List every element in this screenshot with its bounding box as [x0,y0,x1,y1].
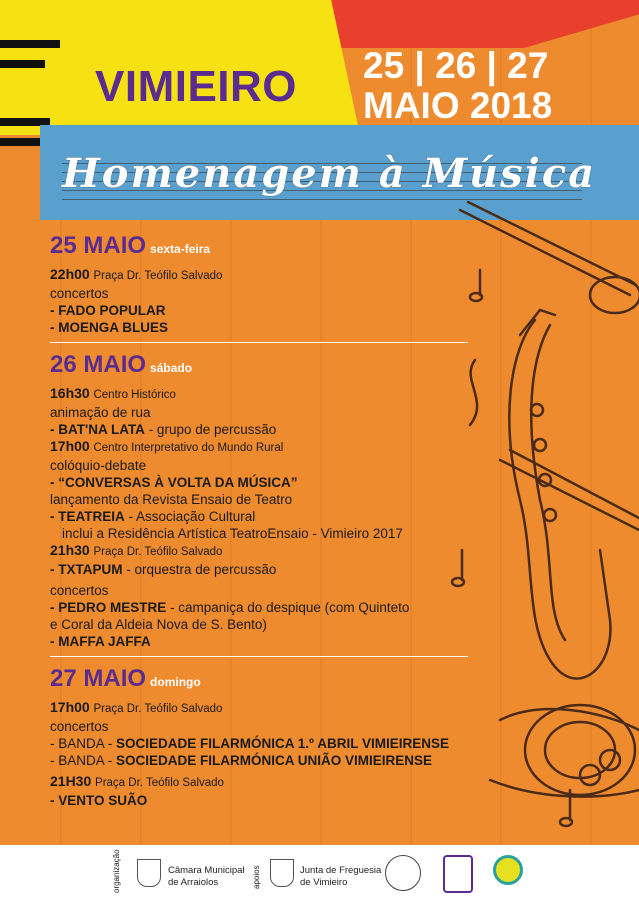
footer [0,845,639,903]
society-logo-icon [443,855,473,893]
event-dates [363,46,552,126]
philharmonic-logo-icon [385,855,421,891]
event-type: concertos [50,583,109,598]
day-date: 27 MAIO [50,665,147,692]
day-date: 26 MAIO [50,351,147,378]
event-type: animação de rua [50,405,151,420]
day-date: 25 MAIO [50,232,147,259]
performer: - TXTAPUM - orquestra de percussão [50,562,277,577]
supporter-name: Junta de Freguesia de Vimieiro [300,865,382,888]
day-weekday: domingo [150,675,201,689]
organizer-name: Câmara Municipal de Arraiolos [168,865,245,888]
performer: - “CONVERSAS À VOLTA DA MÚSICA” [50,475,298,490]
day-header [50,351,530,379]
divider [50,656,468,657]
performer: - BANDA - SOCIEDADE FILARMÓNICA UNIÃO VIMIEIRENSE [50,753,433,768]
organizer-label: organização [112,849,121,893]
dates-month-year: MAIO 2018 [363,85,553,126]
piano-key-bar [0,138,40,146]
event-type: concertos [50,719,109,734]
performer: - BANDA - SOCIEDADE FILARMÓNICA 1.º ABRIL VIMIEIRENSE [50,736,449,751]
day-section-25 [50,232,530,343]
day-header [50,665,530,693]
program [50,232,530,809]
performer: - FADO POPULAR [50,303,166,318]
day-section-27 [50,665,530,809]
performer: - MOENGA BLUES [50,320,168,335]
vimieiro-crest-icon [270,859,294,887]
arraiolos-crest-icon [137,859,161,887]
piano-key-bar [0,40,60,48]
day-weekday: sexta-feira [150,242,211,256]
piano-key-bar [0,60,45,68]
event-note: inclui a Residência Artística TeatroEnsaio - Vimieiro 2017 [62,526,403,541]
dates-days: 25 | 26 | 27 [363,45,549,86]
event-time-place: 17h00 Centro Interpretativo do Mundo Rural [50,438,284,454]
performer: - BAT'NA LATA - grupo de percussão [50,422,277,437]
event-time-place: 16h30 Centro Histórico [50,385,176,401]
page-title: VIMIEIRO [95,62,298,111]
event-note: e Coral da Aldeia Nova de S. Bento) [50,617,267,632]
partner-logo-icon [493,855,523,885]
event-time-place: 17h00 Praça Dr. Teófilo Salvado [50,699,223,715]
day-weekday: sábado [150,361,193,375]
event-time-place: 21H30 Praça Dr. Teófilo Salvado [50,773,224,789]
event-time-place: 21h30 Praça Dr. Teófilo Salvado [50,542,223,558]
event-type: colóquio-debate [50,458,147,473]
divider [50,342,468,343]
support-label: apoios [252,865,261,889]
performer: - VENTO SUÃO [50,793,148,808]
event-note: lançamento da Revista Ensaio de Teatro [50,492,293,507]
event-time-place: 22h00 Praça Dr. Teófilo Salvado [50,266,223,282]
event-type: concertos [50,286,109,301]
event-subtitle: Homenagem à Música [62,150,597,197]
day-header [50,232,530,260]
performer: - MAFFA JAFFA [50,634,151,649]
performer: - TEATREIA - Associação Cultural [50,509,256,524]
day-section-26 [50,351,530,657]
performer: - PEDRO MESTRE - campaniça do despique (com Quinteto [50,600,410,615]
